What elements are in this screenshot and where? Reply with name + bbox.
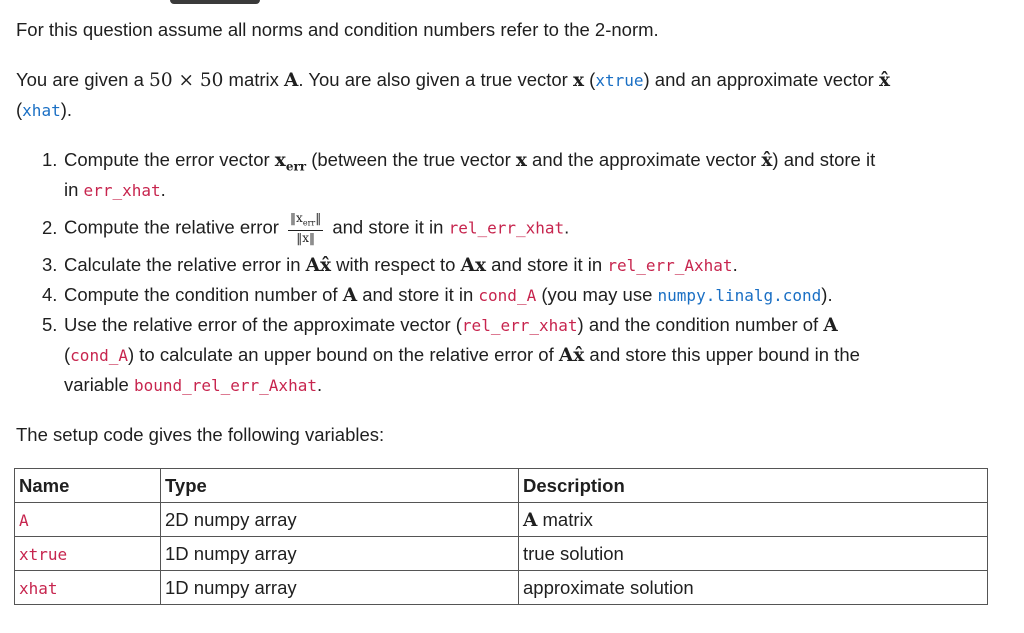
given-paragraph-line2: [16, 96, 72, 125]
step-text: variable: [64, 374, 134, 395]
header-description: Description: [519, 469, 988, 503]
step-text: Compute the error vector: [64, 149, 275, 170]
step-text: and store it in: [327, 216, 449, 238]
step-text: (you may use: [536, 284, 658, 305]
table-row: [15, 503, 988, 537]
vector-x-symbol: x: [572, 70, 585, 91]
step-5: [42, 311, 838, 340]
step-1-line2: [64, 176, 166, 205]
description-text: matrix: [537, 508, 593, 530]
variable-name: A: [19, 510, 29, 530]
header-name: Name: [15, 469, 161, 503]
step-1: [42, 146, 875, 181]
xhat-code: xhat: [22, 101, 61, 120]
description-text: approximate solution: [523, 576, 694, 598]
description-cell: [519, 537, 988, 571]
step-text: ) and store it: [772, 149, 876, 170]
vector-xhat-symbol: x̂: [879, 70, 891, 91]
given-text: (: [16, 99, 23, 120]
step-text: Calculate the relative error in: [64, 254, 306, 275]
ax-symbol: Ax: [460, 255, 486, 276]
x-symbol: x: [515, 150, 527, 171]
variables-table: [14, 468, 988, 605]
matrix-symbol: A: [284, 70, 299, 91]
name-cell: [15, 503, 161, 537]
step-number: 2.: [42, 216, 58, 238]
step-3: [42, 251, 738, 280]
fraction-numerator: [288, 212, 323, 231]
table-row: [15, 571, 988, 605]
step-5-line3: [64, 371, 322, 400]
matrix-symbol: A: [823, 315, 838, 336]
step-number: 4.: [42, 284, 58, 305]
step-2: [42, 212, 569, 245]
step-text: .: [316, 374, 323, 395]
step-text: Compute the condition number of: [64, 284, 343, 305]
numerator-sub: err: [302, 218, 316, 228]
step-number: 1.: [42, 149, 58, 170]
cond-a-code: cond_A: [70, 346, 128, 365]
matrix-symbol: A: [342, 285, 358, 306]
given-text: (: [584, 69, 596, 90]
step-text: (between the true vector: [306, 149, 516, 170]
matrix-size: 50 × 50: [149, 70, 224, 91]
description-cell: [519, 571, 988, 605]
step-text: and store it in: [357, 284, 479, 305]
setup-text: The setup code gives the following variables:: [16, 424, 385, 445]
rel-err-axhat-code: rel_err_Axhat: [607, 256, 733, 275]
step-text: in: [64, 179, 84, 200]
step-text: Use the relative error of the approximate vector (: [64, 314, 462, 335]
step-text: ) to calculate an upper bound on the relative error of: [127, 344, 559, 365]
description-symbol: A: [523, 509, 538, 531]
numpy-cond-code: numpy.linalg.cond: [657, 286, 822, 305]
xhat-symbol: x̂: [761, 150, 773, 171]
cond-a-code: cond_A: [478, 286, 537, 305]
given-text: . You are also given a true vector: [298, 69, 573, 90]
header-type: Type: [161, 469, 519, 503]
step-text: (: [64, 344, 71, 365]
step-number: 3.: [42, 254, 58, 275]
step-text: .: [160, 179, 166, 200]
given-text: You are given a: [16, 69, 150, 90]
variable-name: xtrue: [19, 544, 68, 564]
type-cell: 2D numpy array: [161, 503, 519, 537]
axhat-symbol: Ax̂: [305, 255, 332, 276]
numerator-end: ‖: [315, 211, 322, 225]
step-text: .: [564, 216, 570, 238]
name-cell: [15, 537, 161, 571]
type-cell: 1D numpy array: [161, 537, 519, 571]
step-text: .: [732, 254, 738, 275]
table-header-row: [15, 469, 988, 503]
axhat-symbol: Ax̂: [558, 345, 585, 366]
numerator-text: ‖x: [290, 211, 303, 225]
xtrue-code: xtrue: [595, 71, 644, 90]
name-cell: [15, 571, 161, 605]
intro-text: For this question assume all norms and condition numbers refer to the 2-norm.: [16, 19, 659, 40]
given-text: ).: [60, 99, 73, 120]
step-text: and the approximate vector: [526, 149, 762, 170]
step-number: 5.: [42, 314, 58, 335]
step-4: [42, 281, 833, 310]
xerr-symbol: x: [274, 150, 286, 171]
step-text: and store this upper bound in the: [584, 344, 860, 365]
description-cell: [519, 503, 988, 537]
rel-err-xhat-code: rel_err_xhat: [448, 218, 565, 238]
rel-err-xhat-code: rel_err_xhat: [461, 316, 578, 335]
variable-name: xhat: [19, 578, 58, 598]
step-text: Compute the relative error: [64, 216, 285, 238]
description-text: true solution: [523, 542, 624, 564]
given-text: matrix: [223, 69, 285, 90]
heading-remnant: [170, 0, 260, 4]
table-row: [15, 537, 988, 571]
step-5-line2: [64, 341, 860, 370]
relative-error-fraction: [288, 212, 323, 245]
fraction-denominator: ‖x‖: [296, 231, 316, 246]
given-paragraph: [16, 66, 890, 95]
step-text: ) and the condition number of: [577, 314, 824, 335]
step-text: with respect to: [331, 254, 461, 275]
type-cell: 1D numpy array: [161, 571, 519, 605]
step-text: ).: [821, 284, 833, 305]
err-subscript: err: [285, 159, 307, 174]
given-text: ) and an approximate vector: [643, 69, 879, 90]
err-xhat-code: err_xhat: [83, 181, 161, 200]
bound-rel-err-axhat-code: bound_rel_err_Axhat: [133, 376, 317, 395]
step-text: and store it in: [485, 254, 608, 275]
